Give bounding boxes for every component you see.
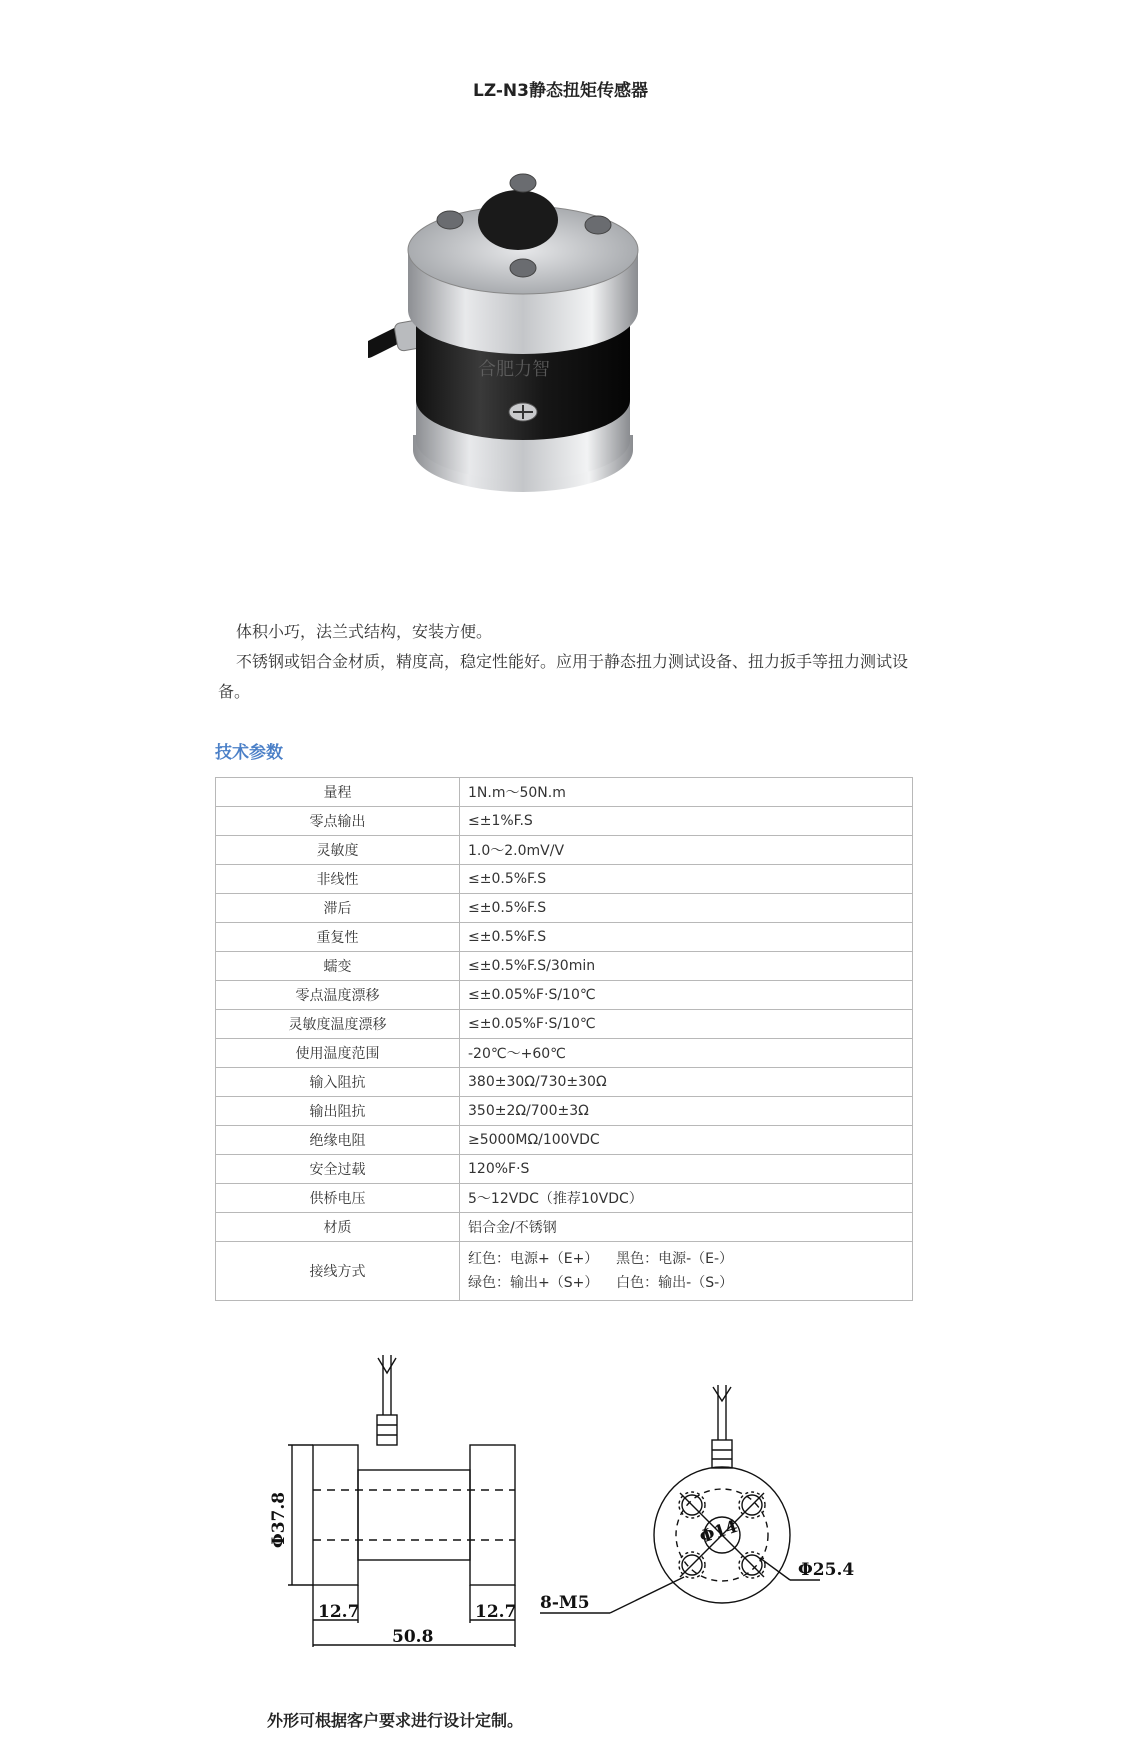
- table-row: [216, 1097, 913, 1126]
- spec-label: 蠕变: [216, 952, 460, 981]
- spec-table: [215, 777, 913, 1301]
- spec-label: 输出阻抗: [216, 1097, 460, 1126]
- wiring-line-1: 红色：电源+（E+） 黑色：电源-（E-）: [468, 1251, 734, 1267]
- end-view: [540, 1385, 820, 1613]
- table-row: [216, 807, 913, 836]
- table-row: [216, 778, 913, 807]
- spec-label: 非线性: [216, 865, 460, 894]
- table-row: [216, 1184, 913, 1213]
- wiring-line-2: 绿色：输出+（S+） 白色：输出-（S-）: [468, 1275, 734, 1291]
- table-row: [216, 836, 913, 865]
- spec-value: 铝合金/不锈钢: [460, 1213, 913, 1242]
- spec-label: 重复性: [216, 923, 460, 952]
- table-row: [216, 894, 913, 923]
- intro-text: [218, 617, 918, 707]
- spec-label: 灵敏度: [216, 836, 460, 865]
- spec-value: ≤±0.05%F·S/10℃: [460, 1010, 913, 1039]
- spec-value: ≤±0.05%F·S/10℃: [460, 981, 913, 1010]
- spec-label: 零点温度漂移: [216, 981, 460, 1010]
- spec-label: 灵敏度温度漂移: [216, 1010, 460, 1039]
- table-row: [216, 1126, 913, 1155]
- spec-value: -20℃～+60℃: [460, 1039, 913, 1068]
- diameter-label: Φ37.8: [269, 1491, 289, 1549]
- table-row: [216, 923, 913, 952]
- hole-diameter-label: Φ14: [697, 1516, 741, 1548]
- table-row: [216, 1068, 913, 1097]
- product-photo: [368, 160, 688, 530]
- photo-watermark: 合肥力智: [478, 359, 550, 379]
- spec-value: 5～12VDC（推荐10VDC）: [460, 1184, 913, 1213]
- dimension-drawing: [250, 1355, 900, 1655]
- length-label: 50.8: [392, 1627, 434, 1647]
- customization-note: 外形可根据客户要求进行设计定制。: [267, 1711, 524, 1730]
- spec-label: 输入阻抗: [216, 1068, 460, 1097]
- spec-label: 接线方式: [216, 1242, 460, 1301]
- spec-value: ≤±0.5%F.S: [460, 923, 913, 952]
- screw-label: 8-M5: [540, 1593, 590, 1613]
- table-row: [216, 865, 913, 894]
- spec-value: ≤±1%F.S: [460, 807, 913, 836]
- spec-value: ≤±0.5%F.S: [460, 894, 913, 923]
- spec-label: 零点输出: [216, 807, 460, 836]
- table-row: [216, 1242, 913, 1301]
- spec-label: 供桥电压: [216, 1184, 460, 1213]
- right-flange-label: 12.7: [475, 1602, 517, 1622]
- spec-label: 安全过载: [216, 1155, 460, 1184]
- table-row: [216, 1155, 913, 1184]
- table-row: [216, 981, 913, 1010]
- spec-value: ≤±0.5%F.S: [460, 865, 913, 894]
- intro-line-2: 不锈钢或铝合金材质，精度高，稳定性能好。应用于静态扭力测试设备、扭力扳手等扭力测试设备。: [218, 652, 909, 701]
- spec-label: 量程: [216, 778, 460, 807]
- spec-value: 350±2Ω/700±3Ω: [460, 1097, 913, 1126]
- spec-value: 380±30Ω/730±30Ω: [460, 1068, 913, 1097]
- left-flange-label: 12.7: [318, 1602, 360, 1622]
- spec-label: 绝缘电阻: [216, 1126, 460, 1155]
- spec-value: 120%F·S: [460, 1155, 913, 1184]
- spec-label: 滞后: [216, 894, 460, 923]
- spec-value: [460, 1242, 913, 1301]
- page-title: LZ-N3静态扭矩传感器: [473, 81, 648, 101]
- spec-value: 1N.m～50N.m: [460, 778, 913, 807]
- section-title: 技术参数: [215, 743, 283, 763]
- spec-value: ≤±0.5%F.S/30min: [460, 952, 913, 981]
- pcd-label: Φ25.4: [798, 1560, 855, 1580]
- table-row: [216, 952, 913, 981]
- spec-label: 材质: [216, 1213, 460, 1242]
- table-row: [216, 1039, 913, 1068]
- spec-label: 使用温度范围: [216, 1039, 460, 1068]
- intro-line-1: 体积小巧，法兰式结构，安装方便。: [236, 622, 493, 641]
- spec-value: 1.0～2.0mV/V: [460, 836, 913, 865]
- table-row: [216, 1213, 913, 1242]
- table-row: [216, 1010, 913, 1039]
- spec-value: ≥5000MΩ/100VDC: [460, 1126, 913, 1155]
